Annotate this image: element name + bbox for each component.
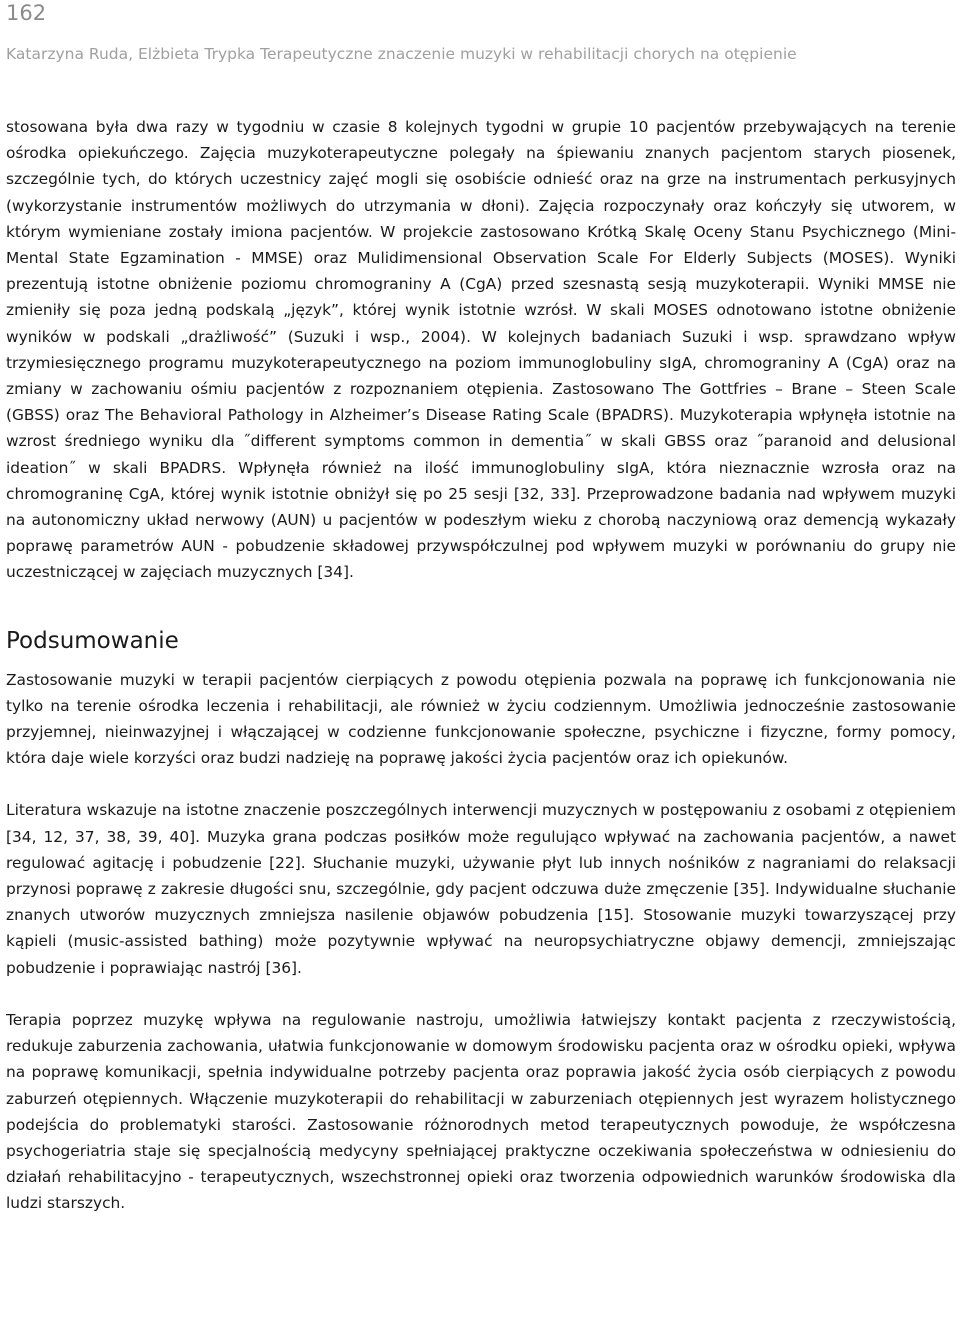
body-paragraph-2: Zastosowanie muzyki w terapii pacjentów cierpiących z powodu otępienia pozwala na poprawę ich funkcjonowania nie tylko na terenie ośrodka leczenia i rehabilitacji, ale również w życiu codziennym. Umożliwia jednocześnie zastosowanie przyjemnej, nieinwazyjnej i włączającej w codzienne funkcjonowanie społeczne, psychiczne i fizyczne, formy pomocy, która daje wiele korzyści oraz budzi nadzieję na poprawę jakości życia pacjentów oraz ich opiekunów.	[6, 670, 956, 768]
article-body	[6, 114, 956, 1217]
body-paragraph-1: stosowana była dwa razy w tygodniu w czasie 8 kolejnych tygodni w grupie 10 pacjentów przebywających na terenie ośrodka opiekuńczego. Zajęcia muzykoterapeutyczne polegały na śpiewaniu znanych pacjentom starych piosenek, szczególnie tych, do których uczestnicy zajęć mogli się osobiście odnieść oraz na grze na instrumentach perkusyjnych (wykorzystanie instrumentów możliwych do utrzymania w dłoni). Zajęcia rozpoczynały oraz kończyły się utworem, w którym wymieniane zostały imiona pacjentów. W projekcie zastosowano Krótką Skalę Oceny Stanu Psychicznego (Mini-Mental State Egzamination - MMSE) oraz Mulidimensional Observation Scale For Elderly Subjects (MOSES). Wyniki prezentują istotne obniżenie poziomu chromograniny A (CgA) przed szesnastą sesją muzykoterapii. Wyniki MMSE nie zmieniły się poza jedną podskalą „język”, której wynik istotnie wzrósł. W skali MOSES odnotowano istotne obniżenie wyników w podskali „drażliwość” (Suzuki i wsp., 2004). W kolejnych badaniach Suzuki i wsp. sprawdzano wpływ trzymiesięcznego programu muzykoterapeutycznego na poziom immunoglobuliny sIgA, chromograniny A (CgA) oraz na zmiany w zachowaniu ośmiu pacjentów z rozpoznaniem otępienia. Zastosowano The Gottfries – Brane – Steen Scale (GBSS) oraz The Behavioral Pathology in Alzheimer’s Disease Rating Scale (BPADRS). Muzykoterapia wpłynęła istotnie na wzrost średniego wyniku dla ˝different symptoms common in dementia˝ w skali GBSS oraz ˝paranoid and delusional ideation˝ w skali BPADRS. Wpłynęła również na ilość immunoglobuliny sIgA, która nieznacznie wzrosła oraz na chromograninę CgA, której wynik istotnie obniżył się po 25 sesji [32, 33]. Przeprowadzone badania nad wpływem muzyki na autonomiczny układ nerwowy (AUN) u pacjentów w podeszłym wieku z chorobą naczyniową oraz demencją wykazały poprawę parametrów AUN - pobudzenie składowej przywspółczulnej pod wpływem muzyki w porównaniu do grupy nie uczestniczącej w zajęciach muzycznych [34].	[6, 118, 956, 582]
page-number: 162	[6, 1, 47, 25]
running-header: Katarzyna Ruda, Elżbieta Trypka Terapeutyczne znaczenie muzyki w rehabilitacji chorych na otępienie	[6, 45, 797, 63]
body-paragraph-3: Literatura wskazuje na istotne znaczenie poszczególnych interwencji muzycznych w postępowaniu z osobami z otępieniem [34, 12, 37, 38, 39, 40]. Muzyka grana podczas posiłków może regulująco wpływać na zachowania pacjentów, a nawet regulować agitację i pobudzenie [22]. Słuchanie muzyki, używanie płyt lub innych nośników z nagraniami do relaksacji przynosi poprawę z zakresie długości snu, szczególnie, gdy pacjent odczuwa duże zmęczenie [35]. Indywidualne słuchanie znanych utworów muzycznych zmniejsza nasilenie objawów pobudzenia [15]. Stosowanie muzyki towarzyszącej przy kąpieli (music-assisted bathing) może pozytywnie wpływać na neuropsychiatryczne objawy demencji, zmniejszając pobudzenie i poprawiając nastrój [36].	[6, 801, 956, 977]
body-paragraph-4: Terapia poprzez muzykę wpływa na regulowanie nastroju, umożliwia łatwiejszy kontakt pacjenta z rzeczywistością, redukuje zaburzenia zachowania, ułatwia funkcjonowanie w domowym środowisku pacjenta oraz w ośrodku opieki, wpływa na poprawę komunikacji, spełnia indywidualne potrzeby pacjenta oraz poprawia jakość życia osób cierpiących z powodu zaburzeń otępiennych. Włączenie muzykoterapii do rehabilitacji w zaburzeniach otępiennych jest wyrazem holistycznego podejścia do problematyki starości. Zastosowanie różnorodnych metod terapeutycznych powoduje, że współczesna psychogeriatria staje się specjalnością medycyny spełniającej praktyczne oczekiwania społeczeństwa w odniesieniu do działań rehabilitacyjno - terapeutycznych, wszechstronnej opieki oraz tworzenia odpowiednich warunków środowiska dla ludzi starszych.	[6, 1010, 956, 1213]
section-heading: Podsumowanie	[6, 627, 179, 654]
